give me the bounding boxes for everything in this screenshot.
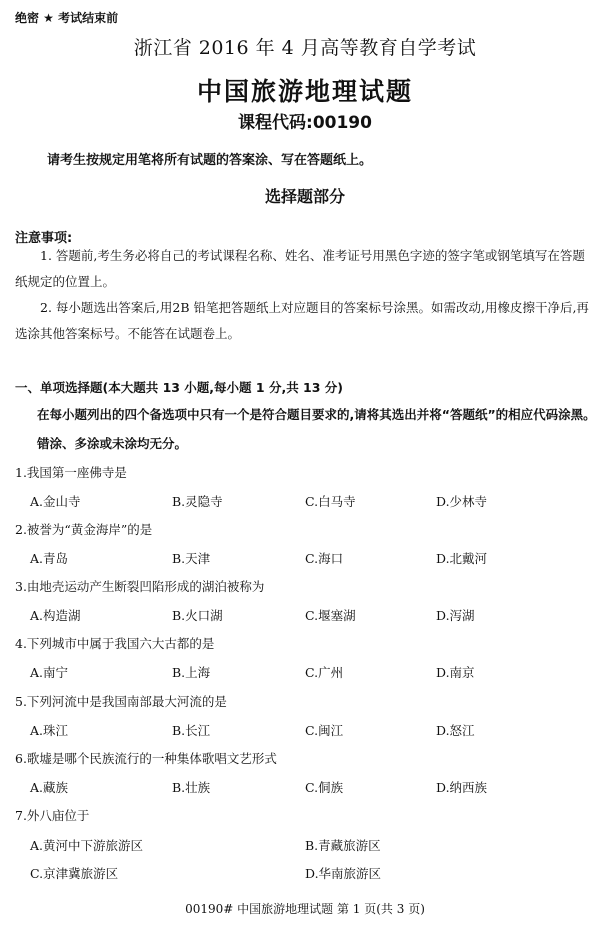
option: D.怒江	[436, 723, 475, 738]
instruction: 请考生按规定用笔将所有试题的答案涂、写在答题纸上。	[47, 153, 373, 168]
option: B.灵隐寺	[172, 494, 223, 509]
option: D.泻湖	[436, 608, 475, 623]
option: A.珠江	[30, 723, 69, 738]
option: A.青岛	[30, 551, 69, 566]
option: D.华南旅游区	[305, 866, 382, 881]
part-title: 选择题部分	[264, 187, 345, 206]
question-text: 4.下列城市中属于我国六大古都的是	[15, 636, 215, 651]
question-text: 7.外八庙位于	[15, 808, 90, 823]
exam-line: 浙江省 2016 年 4 月高等教育自学考试	[133, 37, 477, 59]
page-footer: 00190# 中国旅游地理试题 第 1 页(共 3 页)	[185, 902, 425, 916]
option: C.白马寺	[305, 494, 356, 509]
question-text: 5.下列河流中是我国南部最大河流的是	[15, 694, 227, 709]
question-text: 3.由地壳运动产生断裂凹陷形成的湖泊被称为	[15, 579, 265, 594]
question-text: 1.我国第一座佛寺是	[15, 465, 127, 480]
option: C.侗族	[305, 780, 344, 795]
question-text: 2.被誉为“黄金海岸”的是	[15, 522, 153, 537]
note-item: 2. 每小题选出答案后,用2B 铅笔把答题纸上对应题目的答案标号涂黑。如需改动,用橡皮擦干净后,再选涂其他答案标号。不能答在试题卷上。	[15, 300, 589, 341]
option: D.南京	[436, 665, 475, 680]
option: B.壮族	[172, 780, 211, 795]
option: D.北戴河	[436, 551, 488, 566]
option: D.纳西族	[436, 780, 488, 795]
page-title: 中国旅游地理试题	[196, 77, 413, 106]
option: A.构造湖	[30, 608, 81, 623]
option: C.堰塞湖	[305, 608, 356, 623]
option: B.火口湖	[172, 608, 223, 623]
section-description: 在每小题列出的四个备选项中只有一个是符合题目要求的,请将其选出并将“答题纸”的相应代码涂黑。错涂、多涂或未涂均无分。	[37, 407, 596, 451]
question-text: 6.歌墟是哪个民族流行的一种集体歌唱文艺形式	[15, 751, 277, 766]
secret-mark: 绝密 ★ 考试结束前	[15, 11, 119, 25]
section-heading: 一、单项选择题(本大题共 13 小题,每小题 1 分,共 13 分)	[15, 380, 344, 395]
course-code: 课程代码:00190	[238, 113, 372, 133]
option: A.藏族	[30, 780, 69, 795]
option: B.天津	[172, 551, 211, 566]
option: A.南宁	[30, 665, 69, 680]
option: A.黄河中下游旅游区	[30, 838, 144, 853]
option: C.京津冀旅游区	[30, 866, 119, 881]
option: B.上海	[172, 665, 211, 680]
option: D.少林寺	[436, 494, 488, 509]
option: C.闽江	[305, 723, 344, 738]
note-item: 1. 答题前,考生务必将自己的考试课程名称、姓名、准考证号用黑色字迹的签字笔或钢笔填写在答题纸规定的位置上。	[15, 248, 585, 289]
option: C.广州	[305, 665, 344, 680]
option: C.海口	[305, 551, 344, 566]
option: B.青藏旅游区	[305, 838, 381, 853]
option: A.金山寺	[30, 494, 81, 509]
notes-heading: 注意事项:	[15, 231, 73, 246]
option: B.长江	[172, 723, 211, 738]
